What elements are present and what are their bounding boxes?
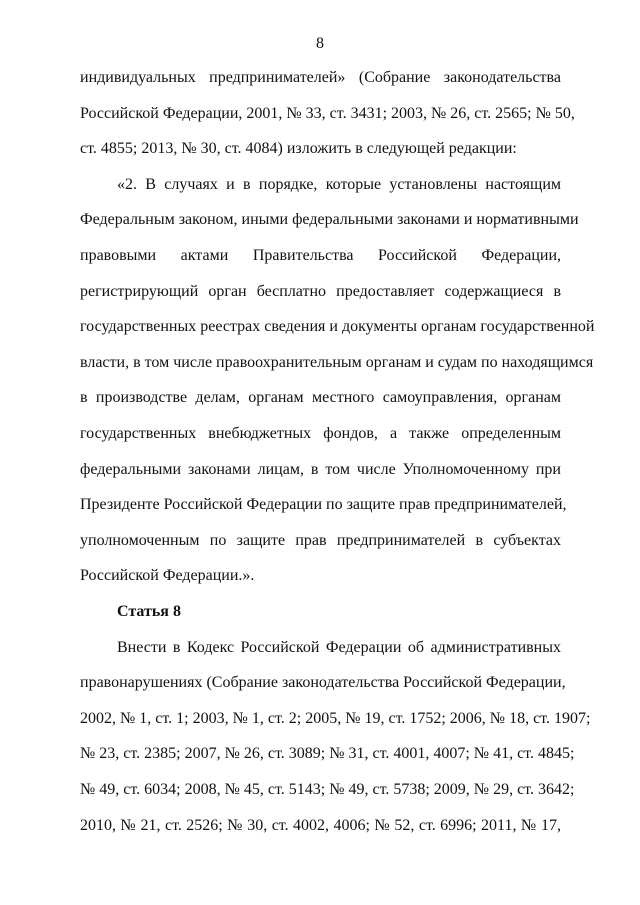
text-line: «2. В случаях и в порядке, которые установлены настоящим [117,176,561,193]
text-line: правовыми актами Правительства Российской Федерации, [80,247,561,264]
text-line: 2010, № 21, ст. 2526; № 30, ст. 4002, 4006; № 52, ст. 6996; 2011, № 17, [80,817,561,834]
text-line: ст. 4855; 2013, № 30, ст. 4084) изложить в следующей редакции: [80,140,517,157]
page-number: 8 [316,35,324,52]
text-line: Федеральным законом, иными федеральными законами и нормативными [80,211,579,228]
text-line: № 23, ст. 2385; 2007, № 26, ст. 3089; № 31, ст. 4001, 4007; № 41, ст. 4845; [80,745,575,762]
text-line: власти, в том числе правоохранительным органам и судам по находящимся [80,354,594,371]
text-line: государственных реестрах сведения и документы органам государственной [80,318,595,335]
text-line: Президенте Российской Федерации по защите прав предпринимателей, [80,496,567,513]
text-line: федеральными законами лицам, в том числе Уполномоченному при [80,461,561,478]
section-heading: Статья 8 [117,603,181,620]
text-line: индивидуальных предпринимателей» (Собрание законодательства [80,69,561,86]
text-line: правонарушениях (Собрание законодательства Российской Федерации, [80,674,566,691]
text-line: Российской Федерации, 2001, № 33, ст. 3431; 2003, № 26, ст. 2565; № 50, [80,105,575,122]
text-line: государственных внебюджетных фондов, а также определенным [80,425,561,442]
text-line: № 49, ст. 6034; 2008, № 45, ст. 5143; № 49, ст. 5738; 2009, № 29, ст. 3642; [80,781,575,798]
text-line: в производстве делам, органам местного самоуправления, органам [80,389,561,406]
text-line: уполномоченным по защите прав предпринимателей в субъектах [80,532,561,549]
text-line: регистрирующий орган бесплатно предоставляет содержащиеся в [80,283,561,300]
text-line: 2002, № 1, ст. 1; 2003, № 1, ст. 2; 2005, № 19, ст. 1752; 2006, № 18, ст. 1907; [80,710,591,727]
text-line: Внести в Кодекс Российской Федерации об административных [117,639,561,656]
text-line: Российской Федерации.». [80,567,255,584]
